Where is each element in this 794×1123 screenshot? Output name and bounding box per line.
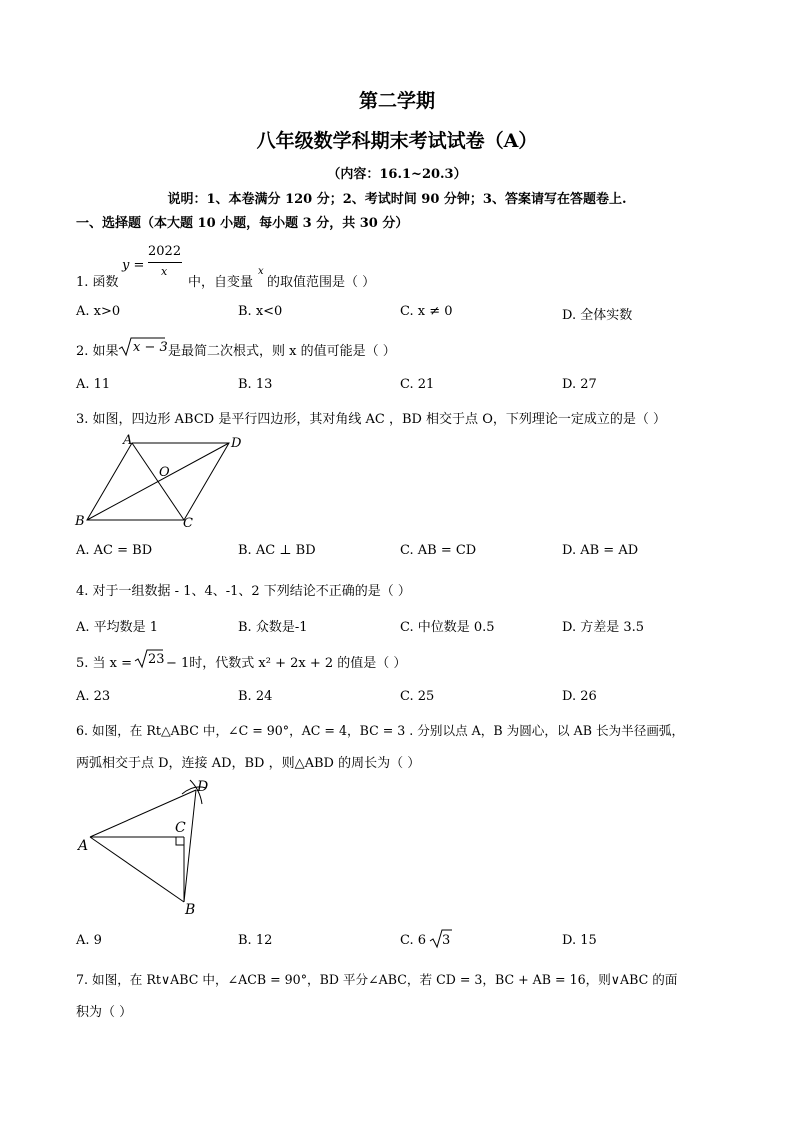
q4-stem: 4. 对于一组数据 - 1、4、-1、2 下列结论不正确的是（ ） bbox=[76, 584, 411, 599]
q3-parallelogram-figure bbox=[72, 432, 247, 532]
q2-option-a[interactable]: A. 11 bbox=[76, 377, 111, 392]
q3-label-d: D bbox=[231, 436, 242, 451]
q3-option-d[interactable]: D. AB = AD bbox=[562, 543, 639, 558]
q2-option-b[interactable]: B. 13 bbox=[238, 377, 273, 392]
q6-stem-line2: 两弧相交于点 D，连接 AD，BD ，则△ABD 的周长为（ ） bbox=[76, 756, 421, 771]
q2-radicand: x − 3 bbox=[133, 340, 168, 355]
exam-title: 八年级数学科期末考试试卷（A） bbox=[256, 130, 538, 152]
q6-triangle-figure bbox=[72, 774, 222, 919]
q6-label-a: A bbox=[78, 838, 89, 854]
q5-radicand: 23 bbox=[148, 652, 165, 667]
q3-label-c: C bbox=[183, 516, 193, 531]
q7-stem-line1: 7. 如图，在 Rt∨ABC 中，∠ACB = 90°，BD 平分∠ABC，若 CD = 3，BC + AB = 16，则∨ABC 的面 bbox=[76, 972, 678, 987]
exam-term-title: 第二学期 bbox=[358, 90, 435, 112]
q1-option-d[interactable]: D. 全体实数 bbox=[562, 308, 633, 323]
q1-stem-post: 中，自变量 bbox=[188, 275, 254, 290]
q6-option-a[interactable]: A. 9 bbox=[76, 933, 102, 948]
q6-option-c-radicand: 3 bbox=[442, 933, 451, 948]
q1-formula-denominator: x bbox=[161, 265, 168, 278]
q6-stem-line1: 6. 如图，在 Rt△ABC 中，∠C = 90°，AC = 4，BC = 3 . 分别以点 A，B 为圆心，以 AB 长为半径画弧， bbox=[76, 723, 685, 738]
q5-option-d[interactable]: D. 26 bbox=[562, 689, 597, 704]
q5-option-b[interactable]: B. 24 bbox=[238, 689, 273, 704]
q5-stem-post: − 1时，代数式 x² + 2x + 2 的值是（ ） bbox=[166, 656, 407, 671]
q3-option-b[interactable]: B. AC ⊥ BD bbox=[238, 543, 316, 558]
q1-option-c[interactable]: C. x ≠ 0 bbox=[400, 304, 453, 319]
q5-option-a[interactable]: A. 23 bbox=[76, 689, 111, 704]
q3-label-b: B bbox=[75, 514, 85, 529]
q4-option-d[interactable]: D. 方差是 3.5 bbox=[562, 620, 645, 635]
q3-option-c[interactable]: C. AB = CD bbox=[400, 543, 477, 558]
q3-label-a: A bbox=[123, 433, 133, 448]
exam-content-range: （内容：16.1~20.3） bbox=[327, 167, 467, 182]
q7-stem-line2: 积为（ ） bbox=[76, 1005, 133, 1020]
q2-stem-pre: 2. 如果 bbox=[76, 344, 119, 359]
section-title: 一、选择题（本大题 10 小题，每小题 3 分，共 30 分） bbox=[76, 216, 409, 231]
q1-formula-y: y = bbox=[122, 258, 145, 273]
q1-option-a[interactable]: A. x>0 bbox=[76, 304, 121, 319]
exam-instructions: 说明：1、本卷满分 120 分；2、考试时间 90 分钟；3、答案请写在答题卷上. bbox=[167, 192, 627, 207]
q2-option-c[interactable]: C. 21 bbox=[400, 377, 435, 392]
q2-stem-post: 是最简二次根式，则 x 的值可能是（ ） bbox=[168, 344, 396, 359]
q3-stem: 3. 如图，四边形 ABCD 是平行四边形，其对角线 AC ，BD 相交于点 O，下列理论一定成立的是（ ） bbox=[76, 412, 666, 427]
q1-stem-pre: 1. 函数 bbox=[76, 275, 119, 290]
q6-label-b: B bbox=[185, 902, 196, 918]
q6-label-c: C bbox=[175, 820, 186, 836]
q4-option-a[interactable]: A. 平均数是 1 bbox=[76, 620, 159, 635]
q1-fraction-bar bbox=[148, 262, 182, 263]
q6-option-d[interactable]: D. 15 bbox=[562, 933, 597, 948]
q1-stem-var: x bbox=[258, 266, 264, 277]
q6-label-d: D bbox=[197, 779, 209, 795]
q1-option-b[interactable]: B. x<0 bbox=[238, 304, 283, 319]
q6-option-b[interactable]: B. 12 bbox=[238, 933, 273, 948]
q3-label-o: O bbox=[159, 465, 170, 480]
q1-formula-numerator: 2022 bbox=[148, 244, 182, 259]
q4-option-b[interactable]: B. 众数是-1 bbox=[238, 620, 308, 635]
q6-option-c[interactable]: C. 6 bbox=[400, 933, 427, 948]
q3-option-a[interactable]: A. AC = BD bbox=[76, 543, 153, 558]
q5-option-c[interactable]: C. 25 bbox=[400, 689, 435, 704]
q4-option-c[interactable]: C. 中位数是 0.5 bbox=[400, 620, 495, 635]
q2-option-d[interactable]: D. 27 bbox=[562, 377, 597, 392]
q5-stem-pre: 5. 当 x = bbox=[76, 656, 133, 671]
q1-stem-end: 的取值范围是（ ） bbox=[267, 275, 376, 290]
